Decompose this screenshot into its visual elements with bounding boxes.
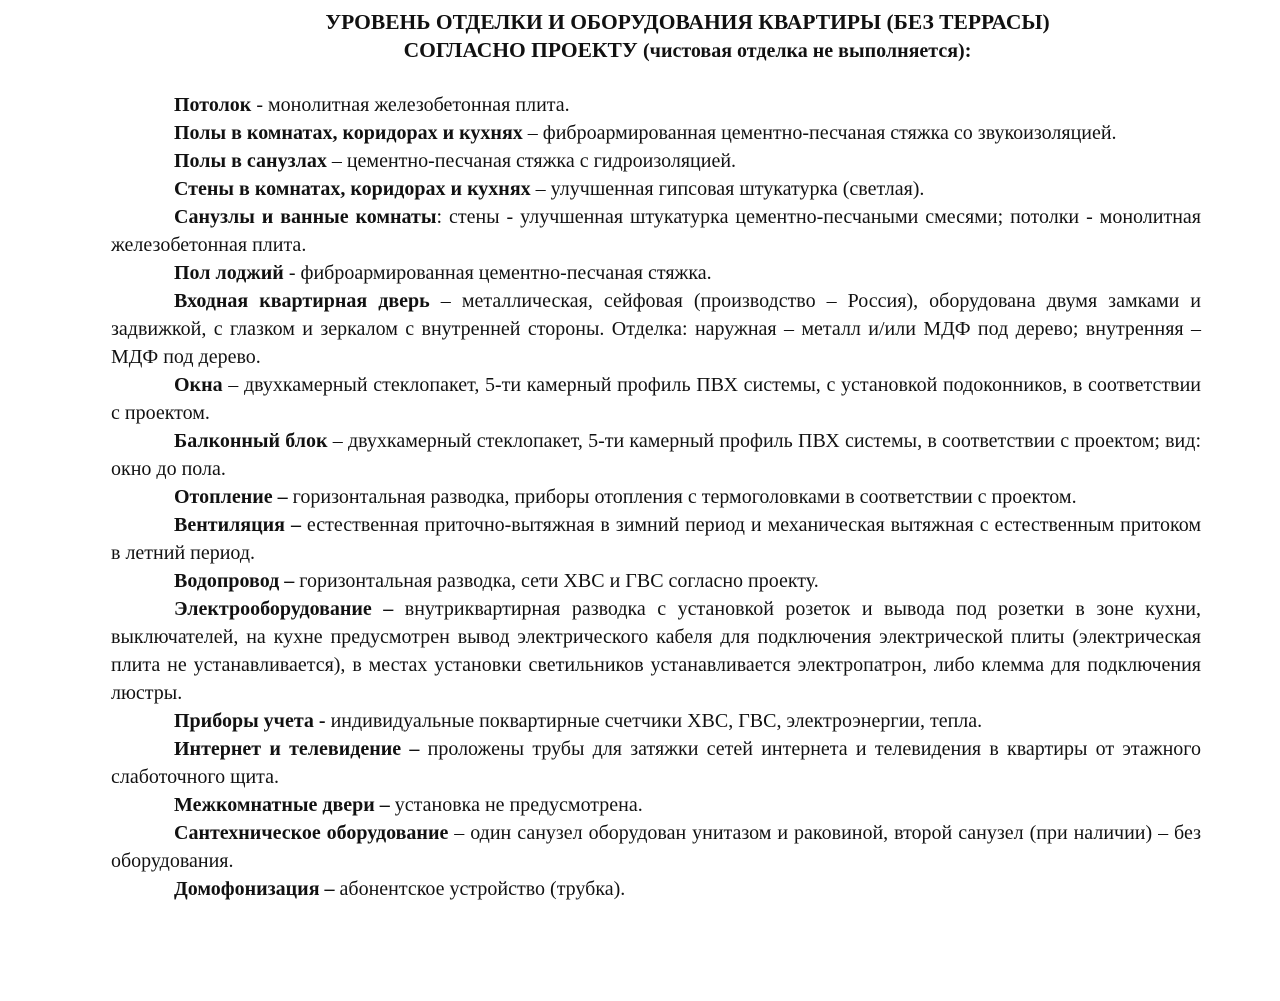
spec-item: [111, 875, 1201, 903]
spec-item: [111, 371, 1201, 427]
spec-item-separator: –: [448, 822, 471, 844]
spec-item-text: цементно-песчаная стяжка с гидроизоляцией.: [346, 150, 737, 172]
spec-item-term: Санузлы и ванные комнаты: [174, 206, 437, 228]
spec-item-term: Полы в санузлах: [174, 150, 327, 172]
specification-list: [111, 91, 1201, 903]
title-line-2-main: СОГЛАСНО ПРОЕКТУ: [403, 38, 638, 62]
spec-item-text: фиброармированная цементно-песчаная стяжка со звукоизоляцией.: [542, 122, 1117, 144]
title-line-2: [0, 36, 1280, 65]
spec-item-text: один санузел оборудован унитазом и раковиной, второй санузел (при наличии) – без оборудования.: [111, 822, 1201, 872]
spec-item-term: Полы в комнатах, коридорах и кухнях: [174, 122, 523, 144]
spec-item-separator: –: [327, 430, 348, 452]
spec-item-text: металлическая, сейфовая (производство – Россия), оборудована двумя замками и задвижкой, с глазком и зеркалом с внутренней стороны. Отделка: наружная – металл и/или МДФ под дерево; внутренняя – МДФ под дерево.: [111, 290, 1201, 368]
spec-item-text: внутриквартирная разводка с установкой розеток и вывода под розетки в зоне кухни, выключателей, на кухне предусмотрен вывод электрического кабеля для подключения электрической плиты (электрическая плита не устанавливается), в местах установки светильников устанавливается электропатрон, либо клемма для подключения люстры.: [111, 598, 1201, 704]
spec-item-term: Пол лоджий: [174, 262, 284, 284]
spec-item: [111, 259, 1201, 287]
title-line-1: УРОВЕНЬ ОТДЕЛКИ И ОБОРУДОВАНИЯ КВАРТИРЫ (БЕЗ ТЕРРАСЫ): [325, 10, 1050, 34]
spec-item: [111, 175, 1201, 203]
spec-item-separator: -: [251, 94, 269, 116]
spec-item-term: Потолок: [174, 94, 252, 116]
spec-item-term: Водопровод –: [174, 570, 295, 592]
spec-item-term: Межкомнатные двери –: [174, 794, 390, 816]
title-line-2-note: (чистовая отделка не выполняется):: [643, 40, 972, 62]
spec-item-separator: –: [429, 290, 462, 312]
spec-item-text: проложены трубы для затяжки сетей интернета и телевидения в квартиры от этажного слаботочного щита.: [111, 738, 1201, 788]
spec-item-text: улучшенная гипсовая штукатурка (светлая).: [550, 178, 925, 200]
spec-item-text: двухкамерный стеклопакет, 5-ти камерный профиль ПВХ системы, в соответствии с проектом; вид: окно до пола.: [111, 430, 1201, 480]
spec-item-term: Окна: [174, 374, 223, 396]
spec-item-text: горизонтальная разводка, приборы отопления с термоголовками в соответствии с проектом.: [292, 486, 1077, 508]
spec-item: [111, 819, 1201, 875]
spec-item-text: монолитная железобетонная плита.: [268, 94, 570, 116]
spec-item-text: индивидуальные поквартирные счетчики ХВС, ГВС, электроэнергии, тепла.: [330, 710, 983, 732]
spec-item-term: Входная квартирная дверь: [174, 290, 430, 312]
spec-item: [111, 791, 1201, 819]
spec-item-separator: –: [530, 178, 551, 200]
spec-item-separator: -: [283, 262, 301, 284]
spec-item-text: фиброармированная цементно-песчаная стяжка.: [300, 262, 712, 284]
spec-item-term: Приборы учета -: [174, 710, 326, 732]
spec-item: [111, 735, 1201, 791]
spec-item: [111, 427, 1201, 483]
spec-item-text: стены - улучшенная штукатурка цементно-песчаными смесями; потолки - монолитная железобетонная плита.: [111, 206, 1201, 256]
spec-item-text: абонентское устройство (трубка).: [339, 878, 626, 900]
spec-item-term: Стены в комнатах, коридорах и кухнях: [174, 178, 531, 200]
document-title: [0, 8, 1280, 65]
spec-item: [111, 595, 1201, 707]
spec-item-text: горизонтальная разводка, сети ХВС и ГВС согласно проекту.: [299, 570, 819, 592]
spec-item-separator: –: [522, 122, 543, 144]
spec-item: [111, 119, 1201, 147]
spec-item: [111, 147, 1201, 175]
spec-item: [111, 511, 1201, 567]
spec-item-term: Вентиляция –: [174, 514, 301, 536]
spec-item-term: Балконный блок: [174, 430, 328, 452]
spec-item: [111, 483, 1201, 511]
spec-item-term: Домофонизация –: [174, 878, 335, 900]
spec-item-separator: [419, 738, 427, 760]
spec-item: [111, 91, 1201, 119]
spec-item: [111, 287, 1201, 371]
spec-item-separator: –: [326, 150, 347, 172]
spec-item-text: двухкамерный стеклопакет, 5-ти камерный профиль ПВХ системы, с установкой подоконников, в соответствии с проектом.: [111, 374, 1202, 424]
spec-item-term: Сантехническое оборудование: [174, 822, 449, 844]
spec-item-term: Интернет и телевидение –: [174, 738, 420, 760]
spec-item-term: Отопление –: [174, 486, 288, 508]
spec-item: [111, 203, 1201, 259]
spec-item-separator: [393, 598, 404, 620]
spec-item-text: естественная приточно-вытяжная в зимний период и механическая вытяжная с естественным притоком в летний период.: [111, 514, 1202, 564]
spec-item-separator: :: [436, 206, 449, 228]
spec-item: [111, 707, 1201, 735]
spec-item-term: Электрооборудование –: [174, 598, 394, 620]
spec-item-text: установка не предусмотрена.: [394, 794, 643, 816]
spec-item: [111, 567, 1201, 595]
spec-item-separator: –: [222, 374, 244, 396]
